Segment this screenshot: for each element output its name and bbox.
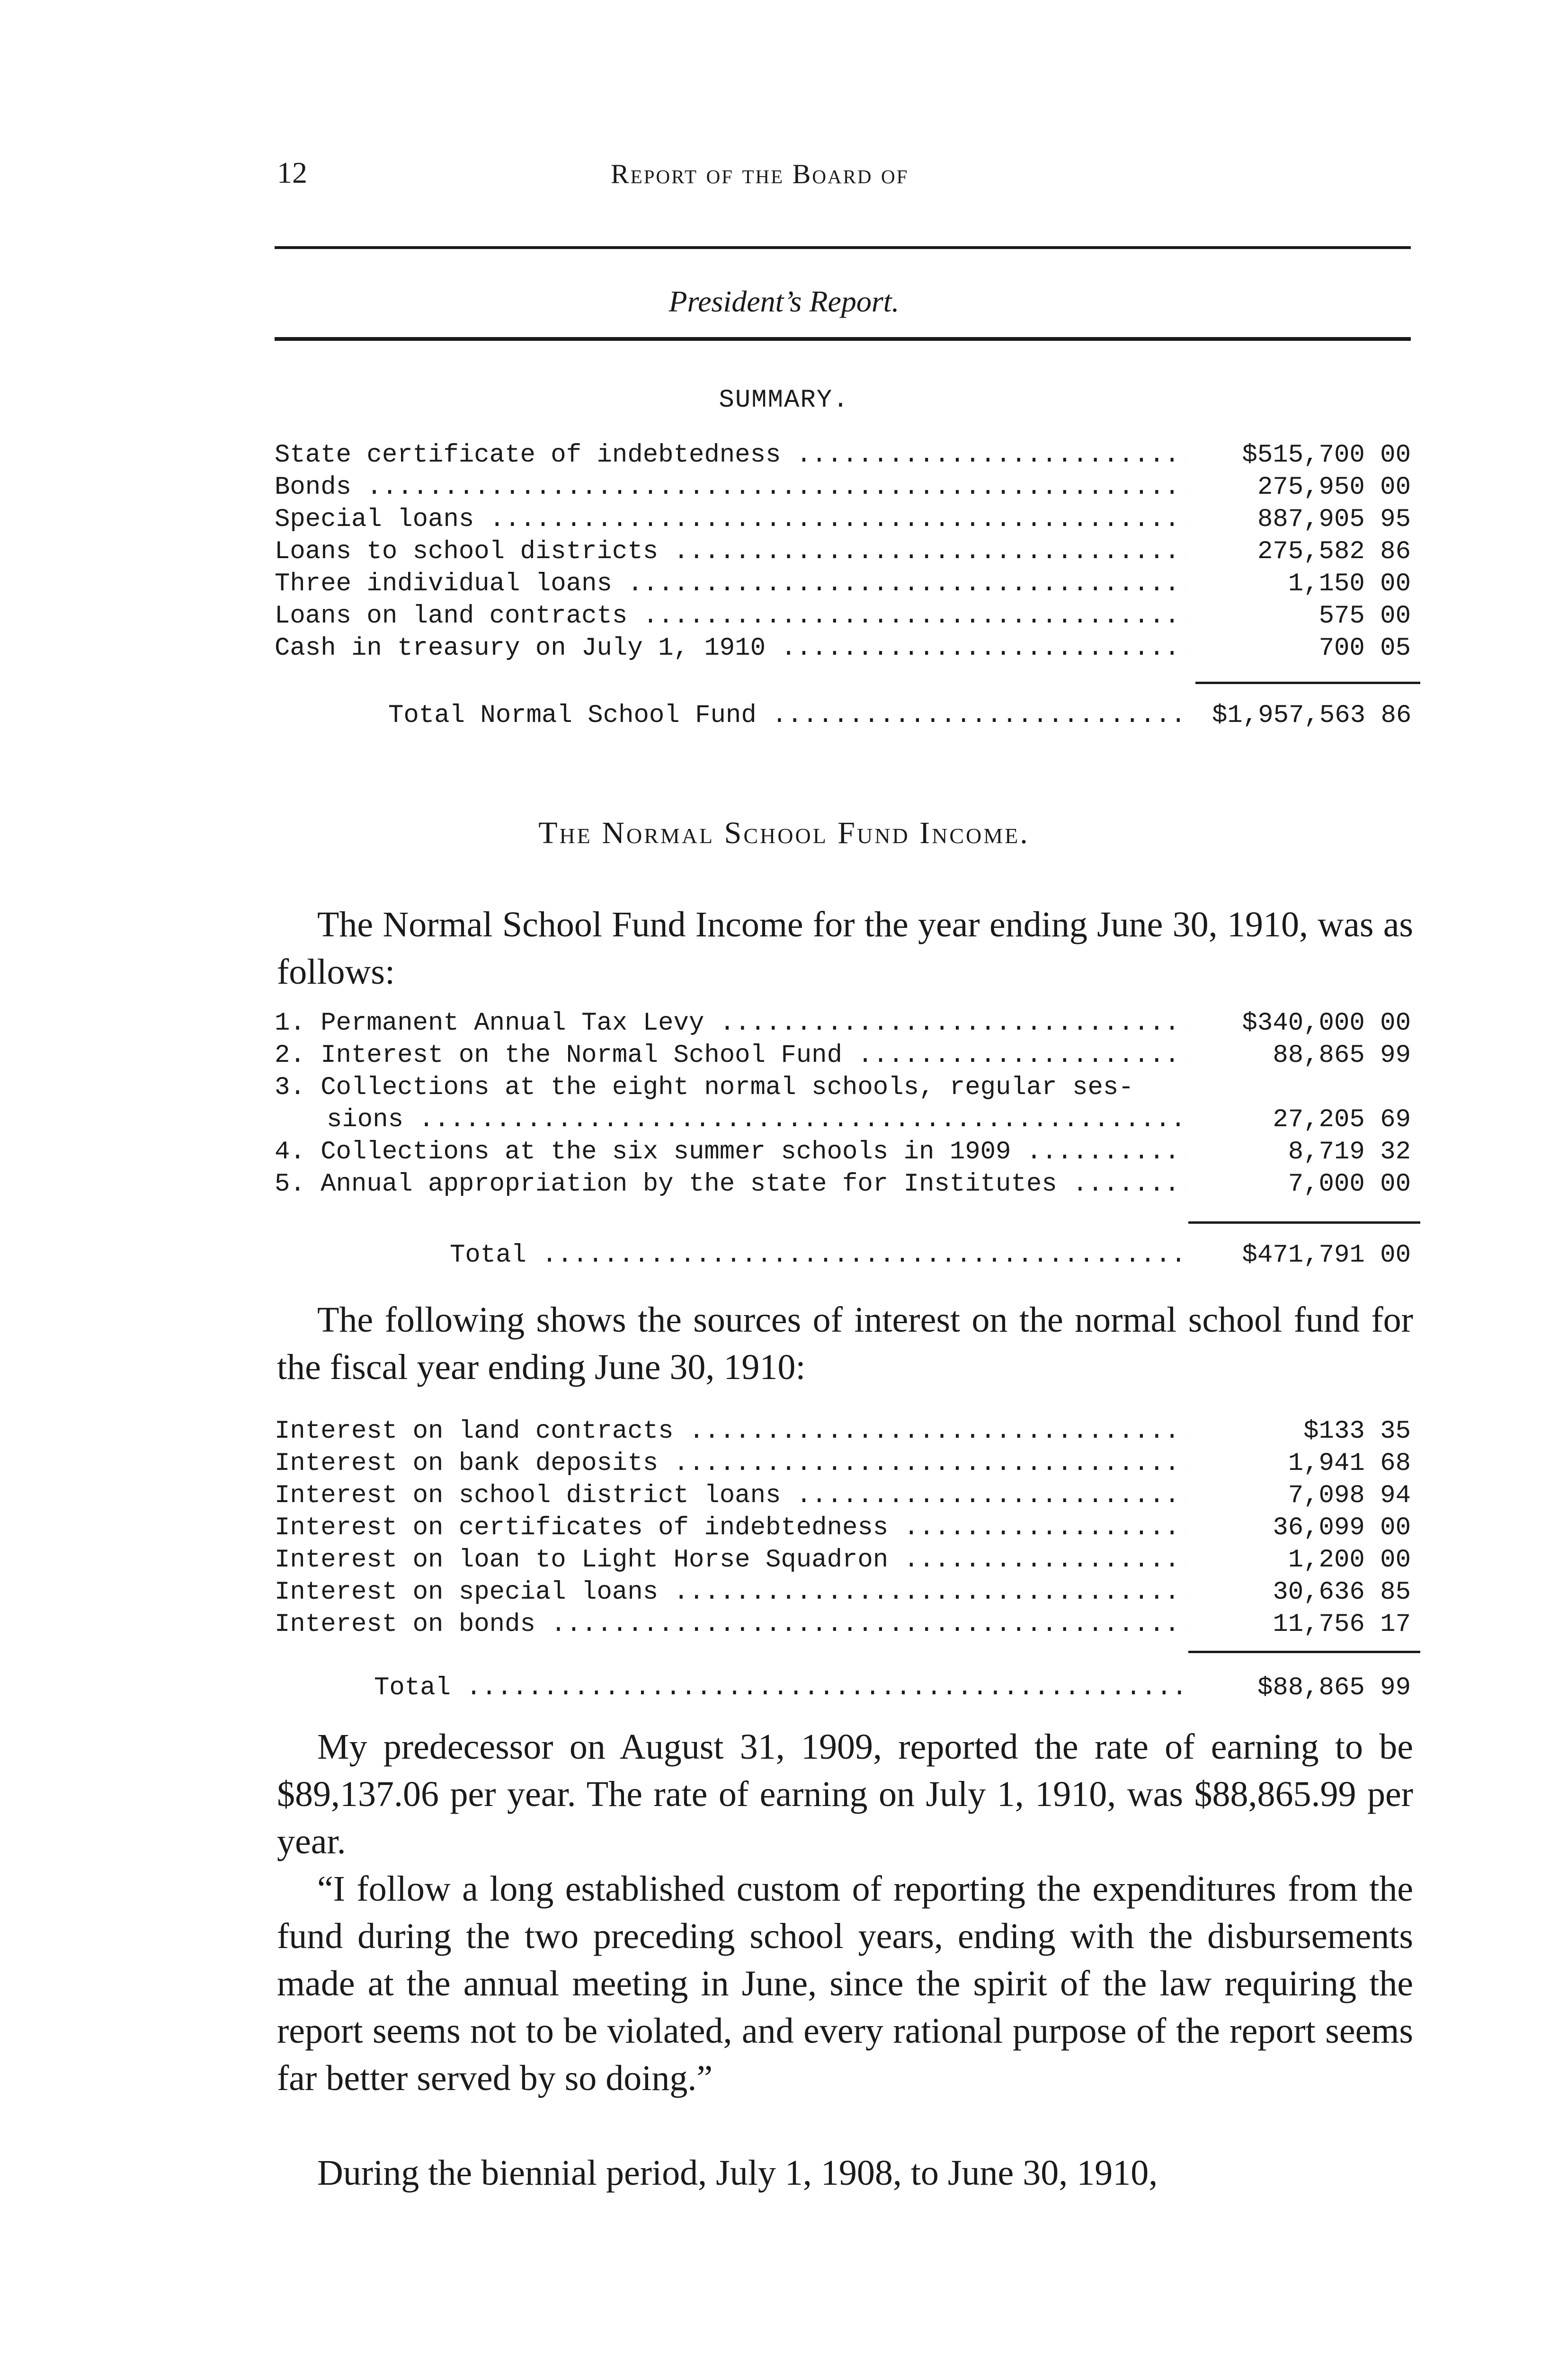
- summary-total-amount: $1,957,563 86: [1212, 701, 1412, 730]
- income-total-row: [275, 1239, 1420, 1272]
- income-row: [275, 1007, 1420, 1040]
- paragraph-text: My predecessor on August 31, 1909, reported the rate of earning to be $89,137.06 per year. The rate of earning on July 1, 1910, was $88,865.99 per year.: [277, 1727, 1413, 1861]
- interest-label: Interest on school district loans .....: [275, 1480, 1186, 1512]
- income-row: [275, 1040, 1420, 1072]
- summary-amount: 887,905 95: [1257, 505, 1411, 534]
- income-row: [275, 1104, 1420, 1136]
- income-label: 3. Collections at the eight normal schools, regular ses-: [275, 1073, 1134, 1102]
- summary-amount: 700 05: [1319, 634, 1411, 663]
- page-number: 12: [277, 156, 307, 189]
- income-total: [275, 1239, 1420, 1272]
- income-label: sions .....: [327, 1104, 1186, 1136]
- interest-row: [275, 1512, 1420, 1544]
- interest-amount: 1,200 00: [1288, 1546, 1411, 1575]
- income-intro-text: The Normal School Fund Income for the year ending June 30, 1910, was as follows:: [277, 905, 1413, 992]
- income-amount: $340,000 00: [1242, 1009, 1411, 1038]
- interest-total-rule: [1188, 1651, 1420, 1653]
- summary-heading: SUMMARY.: [719, 386, 849, 415]
- section-title: President’s Report.: [668, 285, 900, 318]
- interest-amount: $133 35: [1303, 1417, 1411, 1446]
- interest-total: [275, 1672, 1420, 1704]
- income-row: [275, 1136, 1420, 1168]
- income-label: 2. Interest on the Normal School Fund .....: [275, 1040, 1186, 1072]
- income-row: [275, 1168, 1420, 1201]
- summary-row: [275, 472, 1420, 504]
- interest-label: Interest on loan to Light Horse Squadron .....: [275, 1544, 1186, 1576]
- summary-label: State certificate of indebtedness .....: [275, 439, 1186, 472]
- income-table: [275, 1007, 1420, 1201]
- interest-amount: 11,756 17: [1273, 1610, 1411, 1639]
- summary-total-rule: [1195, 682, 1420, 684]
- summary-row: [275, 439, 1420, 472]
- income-amount: 88,865 99: [1273, 1041, 1411, 1070]
- interest-amount: 7,098 94: [1288, 1481, 1411, 1510]
- summary-total-row: [275, 700, 1420, 732]
- income-intro: [277, 901, 1413, 996]
- summary-row: [275, 600, 1420, 632]
- summary-amount: 1,150 00: [1288, 570, 1411, 598]
- summary-label: Bonds .....: [275, 472, 1186, 504]
- income-amount: 7,000 00: [1288, 1170, 1411, 1199]
- interest-row: [275, 1415, 1420, 1448]
- header-rule-bottom: [275, 337, 1411, 341]
- income-label: 5. Annual appropriation by the state for Institutes .....: [275, 1168, 1186, 1201]
- header-rule-top: [275, 246, 1411, 249]
- summary-amount: $515,700 00: [1242, 441, 1411, 470]
- summary-label: Loans on land contracts .....: [275, 600, 1186, 632]
- interest-row: [275, 1448, 1420, 1480]
- summary-row: [275, 536, 1420, 568]
- paragraph-quotation: [277, 1865, 1413, 2102]
- interest-total-amount: $88,865 99: [1257, 1673, 1411, 1702]
- interest-label: Interest on bank deposits .....: [275, 1448, 1186, 1480]
- income-total-label: Total .....: [450, 1239, 1186, 1272]
- paragraph-text: “I follow a long established custom of reporting the expenditures from the fund during the two preceding school years, ending with the disbursements made at the annual meeting in June, since the spirit of the law requiring the report seems not to be violated, and every rational purpose of the report seems far better served by so doing.”: [277, 1869, 1413, 2098]
- interest-label: Interest on land contracts .....: [275, 1415, 1186, 1448]
- interest-amount: 30,636 85: [1273, 1578, 1411, 1607]
- paragraph-biennial: [277, 2149, 1413, 2197]
- summary-row: [275, 568, 1420, 600]
- income-amount: 27,205 69: [1273, 1105, 1411, 1134]
- paragraph-text: During the biennial period, July 1, 1908, to June 30, 1910,: [317, 2153, 1158, 2193]
- interest-row: [275, 1544, 1420, 1576]
- summary-row: [275, 504, 1420, 536]
- running-head: Report of the Board of: [611, 159, 909, 189]
- income-label: 1. Permanent Annual Tax Levy .....: [275, 1007, 1186, 1040]
- interest-intro: [277, 1296, 1413, 1391]
- summary-amount: 575 00: [1319, 602, 1411, 631]
- summary-total-label: Total Normal School Fund .....: [388, 700, 1186, 732]
- summary-label: Cash in treasury on July 1, 1910 .....: [275, 632, 1186, 665]
- summary-row: [275, 632, 1420, 665]
- interest-label: Interest on certificates of indebtedness .....: [275, 1512, 1186, 1544]
- income-heading: The Normal School Fund Income.: [538, 816, 1030, 850]
- summary-table: [275, 439, 1420, 665]
- interest-row: [275, 1609, 1420, 1641]
- income-row: [275, 1072, 1420, 1104]
- summary-total: [275, 700, 1420, 732]
- interest-amount: 36,099 00: [1273, 1513, 1411, 1542]
- interest-total-label: Total .....: [374, 1672, 1186, 1704]
- income-label: 4. Collections at the six summer schools in 1909 .....: [275, 1136, 1186, 1168]
- interest-row: [275, 1576, 1420, 1609]
- interest-label: Interest on special loans .....: [275, 1576, 1186, 1609]
- income-amount: 8,719 32: [1288, 1138, 1411, 1166]
- summary-label: Loans to school districts .....: [275, 536, 1186, 568]
- interest-total-row: [275, 1672, 1420, 1704]
- income-total-amount: $471,791 00: [1242, 1241, 1411, 1270]
- summary-label: Three individual loans .....: [275, 568, 1186, 600]
- interest-label: Interest on bonds .....: [275, 1609, 1186, 1641]
- income-total-rule: [1188, 1221, 1420, 1224]
- interest-intro-text: The following shows the sources of interest on the normal school fund for the fiscal year ending June 30, 1910:: [277, 1300, 1413, 1387]
- interest-table: [275, 1415, 1420, 1641]
- interest-row: [275, 1480, 1420, 1512]
- summary-amount: 275,950 00: [1257, 473, 1411, 502]
- summary-amount: 275,582 86: [1257, 537, 1411, 566]
- paragraph-earning-rate: [277, 1723, 1413, 1865]
- interest-amount: 1,941 68: [1288, 1449, 1411, 1478]
- summary-label: Special loans .....: [275, 504, 1186, 536]
